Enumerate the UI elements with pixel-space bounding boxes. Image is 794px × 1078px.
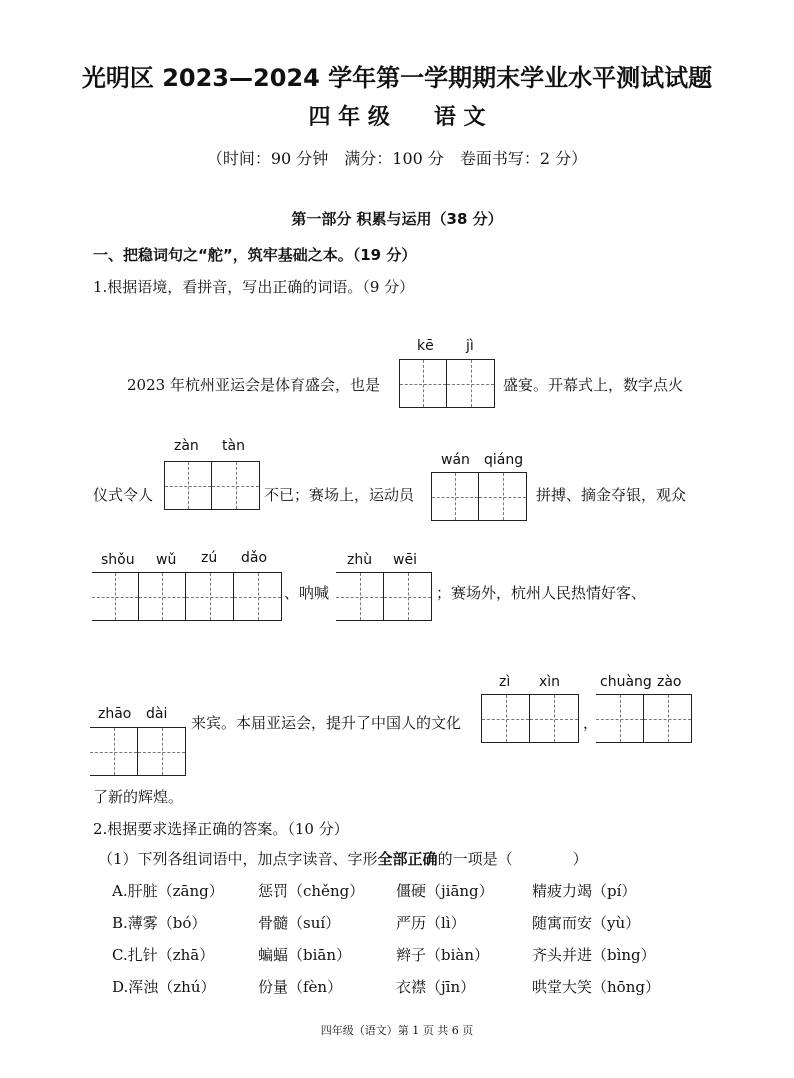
exam-meta: （时间：90 分钟 满分：100 分 卷面书写：2 分） — [206, 149, 588, 168]
pinyin: zào — [657, 674, 682, 690]
passage-text: ；赛场外，杭州人民热情好客、 — [436, 584, 647, 602]
option-c[interactable]: C.扎针（zhā） — [112, 946, 215, 964]
pinyin: kē — [417, 338, 434, 354]
answer-grid[interactable] — [186, 572, 282, 621]
pinyin: dǎo — [241, 550, 268, 566]
passage-text: 不已；赛场上，运动员 — [264, 486, 415, 504]
passage-text: ， — [583, 714, 599, 732]
passage-text: 了新的辉煌。 — [93, 788, 184, 806]
option-d[interactable]: D.浑浊（zhú） — [112, 978, 216, 996]
option-a[interactable]: A.肝脏（zāng） — [112, 882, 224, 900]
pinyin: jì — [466, 338, 474, 354]
answer-grid[interactable] — [336, 572, 432, 621]
question-2-1-stem — [98, 848, 588, 869]
section-heading: 一、把稳词句之“舵”，筑牢基础之本。（19 分） — [93, 246, 417, 264]
answer-grid[interactable] — [399, 359, 495, 408]
pinyin: wēi — [393, 552, 417, 568]
pinyin: wán — [441, 452, 470, 468]
option-term: 份量（fèn） — [258, 978, 343, 996]
stem-emphasis: 全部正确 — [377, 850, 438, 868]
pinyin: qiáng — [484, 452, 524, 468]
option-term: 随寓而安（yù） — [532, 914, 641, 932]
pinyin: zhāo — [98, 706, 132, 722]
page-footer: 四年级（语文）第 1 页 共 6 页 — [320, 1024, 474, 1037]
pinyin: zàn — [174, 438, 199, 454]
stem-text: 的一项是（ ） — [437, 850, 588, 868]
passage-text: 2023 年杭州亚运会是体育盛会，也是 — [127, 376, 380, 394]
answer-grid[interactable] — [92, 572, 186, 621]
stem-text: （1）下列各组词语中，加点字读音、字形 — [98, 850, 378, 868]
pinyin: chuàng — [600, 674, 652, 690]
option-term: 衣襟（jīn） — [396, 978, 476, 996]
pinyin: zhù — [347, 552, 373, 568]
question-2-title: 2.根据要求选择正确的答案。（10 分） — [93, 820, 349, 838]
option-term: 哄堂大笑（hōng） — [532, 978, 660, 996]
exam-title: 光明区 2023—2024 学年第一学期期末学业水平测试试题 — [81, 64, 713, 92]
option-b[interactable]: B.薄雾（bó） — [112, 914, 207, 932]
passage-text: 拼搏、摘金夺银，观众 — [536, 486, 687, 504]
pinyin: dài — [146, 706, 168, 722]
pinyin: zì — [499, 674, 511, 690]
pinyin: shǒu — [101, 552, 135, 568]
answer-grid[interactable] — [431, 472, 527, 521]
answer-grid[interactable] — [164, 461, 260, 510]
pinyin: wǔ — [156, 552, 177, 568]
pinyin: xìn — [539, 674, 561, 690]
option-term: 骨髓（suí） — [258, 914, 341, 932]
option-term: 辫子（biàn） — [396, 946, 490, 964]
pinyin: tàn — [222, 438, 245, 454]
passage-text: 、呐喊 — [284, 584, 330, 602]
option-term: 蝙蝠（biān） — [258, 946, 352, 964]
passage-text: 仪式令人 — [93, 486, 154, 504]
pinyin: zú — [201, 550, 218, 566]
option-term: 齐头并进（bìng） — [532, 946, 656, 964]
option-term: 僵硬（jiāng） — [396, 882, 494, 900]
question-1-title: 1.根据语境，看拼音，写出正确的词语。（9 分） — [93, 278, 415, 296]
option-term: 严历（lì） — [396, 914, 466, 932]
answer-grid[interactable] — [596, 694, 692, 743]
option-term: 精疲力竭（pí） — [532, 882, 637, 900]
passage-text: 盛宴。开幕式上，数字点火 — [503, 376, 684, 394]
answer-grid[interactable] — [481, 694, 579, 743]
passage-text: 来宾。本届亚运会，提升了中国人的文化 — [191, 714, 462, 732]
grade-subject: 四 年 级 语 文 — [308, 105, 486, 130]
part-title: 第一部分 积累与运用（38 分） — [291, 210, 503, 228]
option-term: 惩罚（chěng） — [258, 882, 365, 900]
answer-grid[interactable] — [90, 727, 186, 776]
